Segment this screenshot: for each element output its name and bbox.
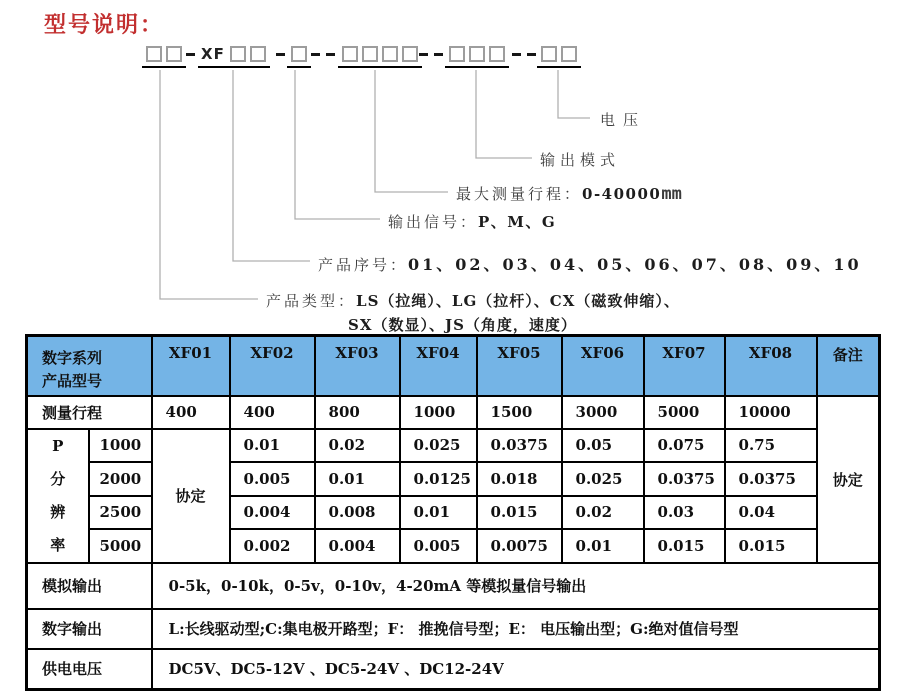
blank-box-icon	[146, 46, 162, 62]
analog-output-value: 0-5k，0-10k，0-5v，0-10v，4-20mA 等模拟量信号输出	[152, 563, 880, 609]
callout-voltage	[600, 109, 646, 130]
res-5000-xf04: 0.005	[400, 529, 477, 563]
res-1000-xf05: 0.0375	[477, 429, 562, 463]
res-2000-xf03: 0.01	[315, 462, 400, 496]
dash-separator	[186, 53, 195, 56]
res-2500-xf08: 0.04	[725, 496, 817, 530]
travel-xf06: 3000	[562, 396, 644, 429]
table-row-analog-output	[27, 563, 880, 609]
callout-output-signal	[388, 211, 556, 232]
format-group-signal	[287, 46, 311, 68]
blank-box-icon	[402, 46, 418, 62]
analog-output-label: 模拟输出	[27, 563, 152, 609]
res-1000-xf04: 0.025	[400, 429, 477, 463]
format-group-series	[198, 46, 270, 68]
double-dash-separator	[419, 53, 443, 56]
output-signal-label: 输出信号：	[388, 213, 479, 231]
power-supply-value: DC5V、DC5-12V 、DC5-24V 、DC12-24V	[152, 649, 880, 690]
blank-box-icon	[166, 46, 182, 62]
callout-output-mode	[540, 149, 620, 170]
format-group-product-type	[142, 46, 186, 68]
travel-xf02: 400	[230, 396, 315, 429]
format-group-voltage	[537, 46, 581, 68]
blank-box-icon	[561, 46, 577, 62]
digital-output-value: L:长线驱动型;C:集电极开路型；F： 推挽信号型；E： 电压输出型；G:绝对值信号型	[152, 609, 880, 649]
remark-merged-cell: 协定	[817, 396, 880, 563]
double-dash-separator	[512, 53, 536, 56]
blank-box-icon	[250, 46, 266, 62]
res-2000-xf04: 0.0125	[400, 462, 477, 496]
blank-box-icon	[230, 46, 246, 62]
res-2000-xf08: 0.0375	[725, 462, 817, 496]
format-group-mode	[445, 46, 509, 68]
product-type-value2: SX（数显）、JS（角度，速度）	[348, 316, 577, 334]
digital-output-label: 数字输出	[27, 609, 152, 649]
speed-2500: 2500	[89, 496, 152, 530]
product-type-value: LS（拉绳）、LG（拉杆）、CX（磁致伸缩）、	[356, 292, 680, 310]
resolution-axis-label: P 分 辨 率	[27, 429, 89, 563]
travel-xf07: 5000	[644, 396, 725, 429]
travel-xf05: 1500	[477, 396, 562, 429]
travel-xf03: 800	[315, 396, 400, 429]
table-row-header	[27, 336, 880, 396]
header-xf06: XF06	[562, 336, 644, 396]
header-xf07: XF07	[644, 336, 725, 396]
header-series-line1: 数字系列	[42, 349, 103, 367]
max-travel-unit: mm	[661, 184, 682, 204]
table-row-resolution-1000	[27, 429, 880, 463]
res-2500-xf03: 0.008	[315, 496, 400, 530]
res-5000-xf03: 0.004	[315, 529, 400, 563]
blank-box-icon	[342, 46, 358, 62]
header-xf03: XF03	[315, 336, 400, 396]
res-5000-xf02: 0.002	[230, 529, 315, 563]
res-2000-xf05: 0.018	[477, 462, 562, 496]
travel-label: 测量行程	[27, 396, 152, 429]
xf01-merged-cell: 协定	[152, 429, 230, 563]
table-row-travel	[27, 396, 880, 429]
blank-box-icon	[382, 46, 398, 62]
res-2500-xf06: 0.02	[562, 496, 644, 530]
blank-box-icon	[449, 46, 465, 62]
header-series-cell	[27, 336, 152, 396]
blank-box-icon	[291, 46, 307, 62]
res-2500-xf02: 0.004	[230, 496, 315, 530]
res-1000-xf08: 0.75	[725, 429, 817, 463]
table-row-power-supply	[27, 649, 880, 690]
res-1000-xf06: 0.05	[562, 429, 644, 463]
speed-2000: 2000	[89, 462, 152, 496]
format-group-travel	[338, 46, 422, 68]
res-1000-xf07: 0.075	[644, 429, 725, 463]
header-remark: 备注	[817, 336, 880, 396]
page-title: 型号说明：	[44, 13, 165, 38]
table-row-digital-output	[27, 609, 880, 649]
power-supply-label: 供电电压	[27, 649, 152, 690]
product-serial-value: 01、02、03、04、05、06、07、08、09、10	[408, 255, 862, 274]
header-xf02: XF02	[230, 336, 315, 396]
res-2500-xf04: 0.01	[400, 496, 477, 530]
res-5000-xf08: 0.015	[725, 529, 817, 563]
xf-prefix-label: XF	[201, 45, 225, 63]
res-5000-xf07: 0.015	[644, 529, 725, 563]
speed-1000: 1000	[89, 429, 152, 463]
double-dash-separator	[311, 53, 335, 56]
product-serial-label: 产品序号：	[318, 256, 409, 274]
max-travel-label: 最大测量行程：	[456, 185, 583, 203]
product-type-line2	[348, 314, 680, 335]
res-2500-xf05: 0.015	[477, 496, 562, 530]
product-type-label: 产品类型：	[266, 292, 357, 310]
res-2000-xf02: 0.005	[230, 462, 315, 496]
blank-box-icon	[489, 46, 505, 62]
max-travel-value: 0-40000	[582, 185, 662, 203]
res-1000-xf02: 0.01	[230, 429, 315, 463]
output-signal-value: P、M、G	[478, 213, 557, 231]
blank-box-icon	[469, 46, 485, 62]
output-mode-label: 输出模式	[540, 151, 621, 169]
res-5000-xf06: 0.01	[562, 529, 644, 563]
header-xf08: XF08	[725, 336, 817, 396]
travel-xf08: 10000	[725, 396, 817, 429]
callout-product-serial	[318, 252, 862, 275]
callout-product-type	[266, 290, 680, 335]
blank-box-icon	[541, 46, 557, 62]
voltage-label: 电压	[600, 111, 647, 129]
header-xf04: XF04	[400, 336, 477, 396]
spec-table	[25, 334, 881, 691]
res-1000-xf03: 0.02	[315, 429, 400, 463]
header-series-line2: 产品型号	[42, 371, 103, 390]
header-xf05: XF05	[477, 336, 562, 396]
travel-xf01: 400	[152, 396, 230, 429]
speed-5000: 5000	[89, 529, 152, 563]
blank-box-icon	[362, 46, 378, 62]
product-type-line1	[266, 290, 680, 311]
dash-separator	[276, 53, 285, 56]
travel-xf04: 1000	[400, 396, 477, 429]
res-2500-xf07: 0.03	[644, 496, 725, 530]
res-2000-xf06: 0.025	[562, 462, 644, 496]
res-5000-xf05: 0.0075	[477, 529, 562, 563]
res-2000-xf07: 0.0375	[644, 462, 725, 496]
header-xf01: XF01	[152, 336, 230, 396]
callout-max-travel	[456, 183, 682, 204]
